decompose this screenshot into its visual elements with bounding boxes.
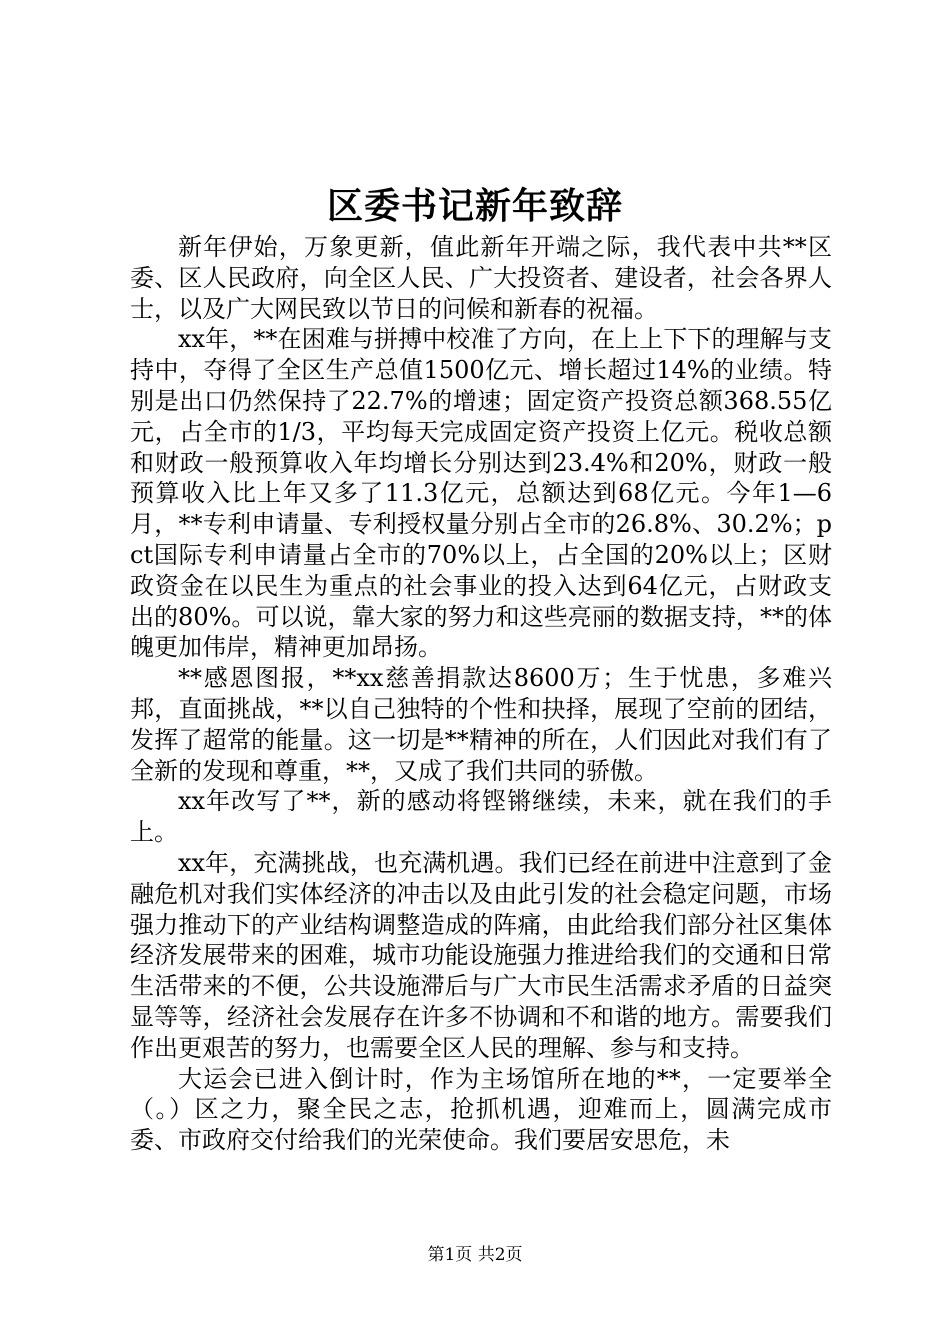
document-title: 区委书记新年致辞 bbox=[326, 185, 623, 227]
paragraph: 新年伊始，万象更新，值此新年开端之际，我代表中共**区委、区人民政府，向全区人民、广大投资者、建设者，社会各界人士，以及广大网民致以节日的问候和新春的祝福。 bbox=[130, 233, 832, 323]
paragraph: xx年，**在困难与拼搏中校准了方向，在上上下下的理解与支持中，夺得了全区生产总值1500亿元、增长超过14%的业绩。特别是出口仍然保持了22.7%的增速；固定资产投资总额368.55亿元，占全市的1/3，平均每天完成固定资产投资上亿元。税收总额和财政一般预算收入年均增长分别达到23.4%和20%，财政一般预算收入比上年又多了11.3亿元，总额达到68亿元。今年1—6月，**专利申请量、专利授权量分别占全市的26.8%、30.2%；pct国际专利申请量占全市的70%以上，占全国的20%以上；区财政资金在以民生为重点的社会事业的投入达到64亿元，占财政支出的80%。可以说，靠大家的努力和这些亮丽的数据支持，**的体魄更加伟岸，精神更加昂扬。 bbox=[130, 325, 832, 662]
paragraph: 大运会已进入倒计时，作为主场馆所在地的**，一定要举全（。）区之力，聚全民之志，抢抓机遇，迎难而上，圆满完成市委、市政府交付给我们的光荣使命。我们要居安思危，未 bbox=[130, 1064, 832, 1155]
page-number-footer: 第1页 共2页 bbox=[427, 1245, 523, 1265]
document-body bbox=[130, 232, 832, 1156]
paragraph: xx年，充满挑战，也充满机遇。我们已经在前进中注意到了金融危机对我们实体经济的冲击以及由此引发的社会稳定问题，市场强力推动下的产业结构调整造成的阵痛，由此给我们部分社区集体经济发展带来的困难，城市功能设施强力推进给我们的交通和日常生活带来的不便，公共设施滞后与广大市民生活需求矛盾的日益突显等等，经济社会发展存在许多不协调和不和谐的地方。需要我们作出更艰苦的努力，也需要全区人民的理解、参与和支持。 bbox=[130, 848, 832, 1062]
paragraph: xx年改写了**，新的感动将铿锵继续，未来，就在我们的手上。 bbox=[130, 787, 832, 847]
paragraph: **感恩图报，**xx慈善捐款达8600万；生于忧患，多难兴邦，直面挑战，**以自己独特的个性和抉择，展现了空前的团结，发挥了超常的能量。这一切是**精神的所在，人们因此对我们有了全新的发现和尊重，**，又成了我们共同的骄傲。 bbox=[130, 664, 832, 785]
